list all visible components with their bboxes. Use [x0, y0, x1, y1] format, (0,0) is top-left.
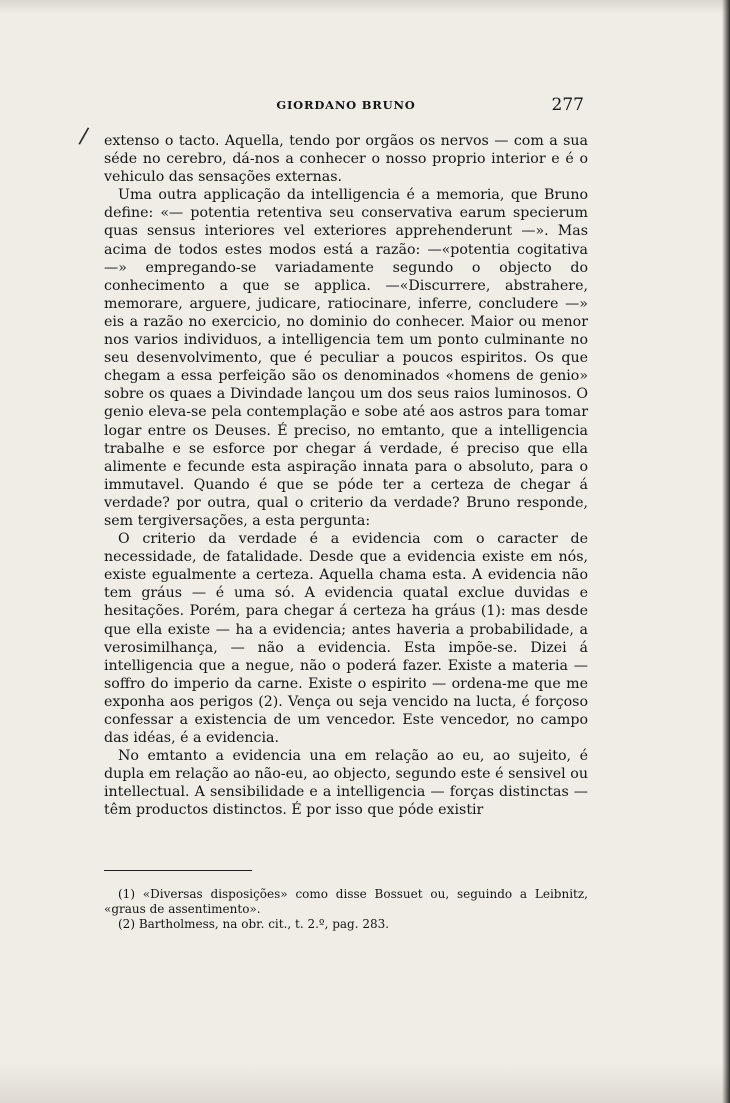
footnote: (2) Bartholmess, na obr. cit., t. 2.º, pag. 283.	[118, 916, 390, 931]
scan-shadow-bottom	[0, 1063, 730, 1103]
paragraph: O criterio da verdade é a evidencia com o caracter de necessidade, de fatalidade. Desde que a evidencia existe em nós, existe egualmente a certeza. Aquella chama esta. A evidencia não tem gráus — é uma só. A evidencia quatal exclue duvidas e hesitações. Porém, para chegar á certeza ha gráus (1): mas desde que ella existe — ha a evidencia; antes haveria a probabilidade, a verosimilhança, — não a evidencia. Esta impõe-se. Dizei á intelligencia que a negue, não o poderá fazer. Existe a materia — soffro do imperio da carne. Existe o espirito — ordena-me que me exponha aos perigos (2). Vença ou seja vencido na lucta, é forçoso confessar a existencia de um vencedor. Este vencedor, no campo das idéas, é a evidencia.	[104, 531, 588, 747]
scan-shadow-right	[722, 0, 730, 1103]
body-text	[104, 132, 588, 820]
footnotes	[104, 887, 588, 932]
paragraph-continuation: extenso o tacto. Aquella, tendo por orgãos os nervos — com a sua séde no cerebro, dá-nos a conhecer o nosso proprio interior e é o vehiculo das sensações externas.	[104, 133, 588, 186]
footnote: (1) «Diversas disposições» como disse Bossuet ou, seguindo a Leibnitz, «graus de assentimento».	[104, 886, 588, 916]
margin-ink-mark: /	[77, 123, 90, 150]
page-number: 277	[551, 95, 584, 115]
paragraph: No emtanto a evidencia una em relação ao eu, ao sujeito, é dupla em relação ao não-eu, ao objecto, segundo este é sensivel ou intellectual. A sensibilidade e a intelligencia — forças distinctas — têm productos distinctos. É por isso que póde existir	[104, 748, 588, 819]
scan-shadow-top	[0, 0, 730, 14]
book-page	[104, 96, 588, 932]
paragraph: Uma outra applicação da intelligencia é a memoria, que Bruno define: «— potentia retentiva seu conservativa earum specierum quas sensus interiores vel exteriores apprehenderunt —». Mas acima de todos estes modos está a razão: —«potentia cogitativa —» empregando-se variadamente segundo o objecto do conhecimento a que se applica. —«Discurrere, abstrahere, memorare, arguere, judicare, ratiocinare, inferre, concludere —» eis a razão no exercicio, no dominio do conhecer. Maior ou menor nos varios individuos, a intelligencia tem um ponto culminante no seu desenvolvimento, que é peculiar a poucos espiritos. Os que chegam a essa perfeição são os denominados «homens de genio» sobre os quaes a Divindade lançou um dos seus raios luminosos. O genio eleva-se pela contemplação e sobe até aos astros para tomar logar entre os Deuses. É preciso, no emtanto, que a intelligencia trabalhe e se esforce por chegar á verdade, é preciso que ella alimente e fecunde esta aspiração innata para o absoluto, para o immutavel. Quando é que se póde ter a certeza de chegar á verdade? por outra, qual o criterio da verdade? Bruno responde, sem tergiversações, a esta pergunta:	[104, 187, 588, 529]
running-head	[104, 96, 588, 122]
footnote-rule	[104, 870, 252, 871]
running-title: GIORDANO BRUNO	[276, 98, 416, 112]
